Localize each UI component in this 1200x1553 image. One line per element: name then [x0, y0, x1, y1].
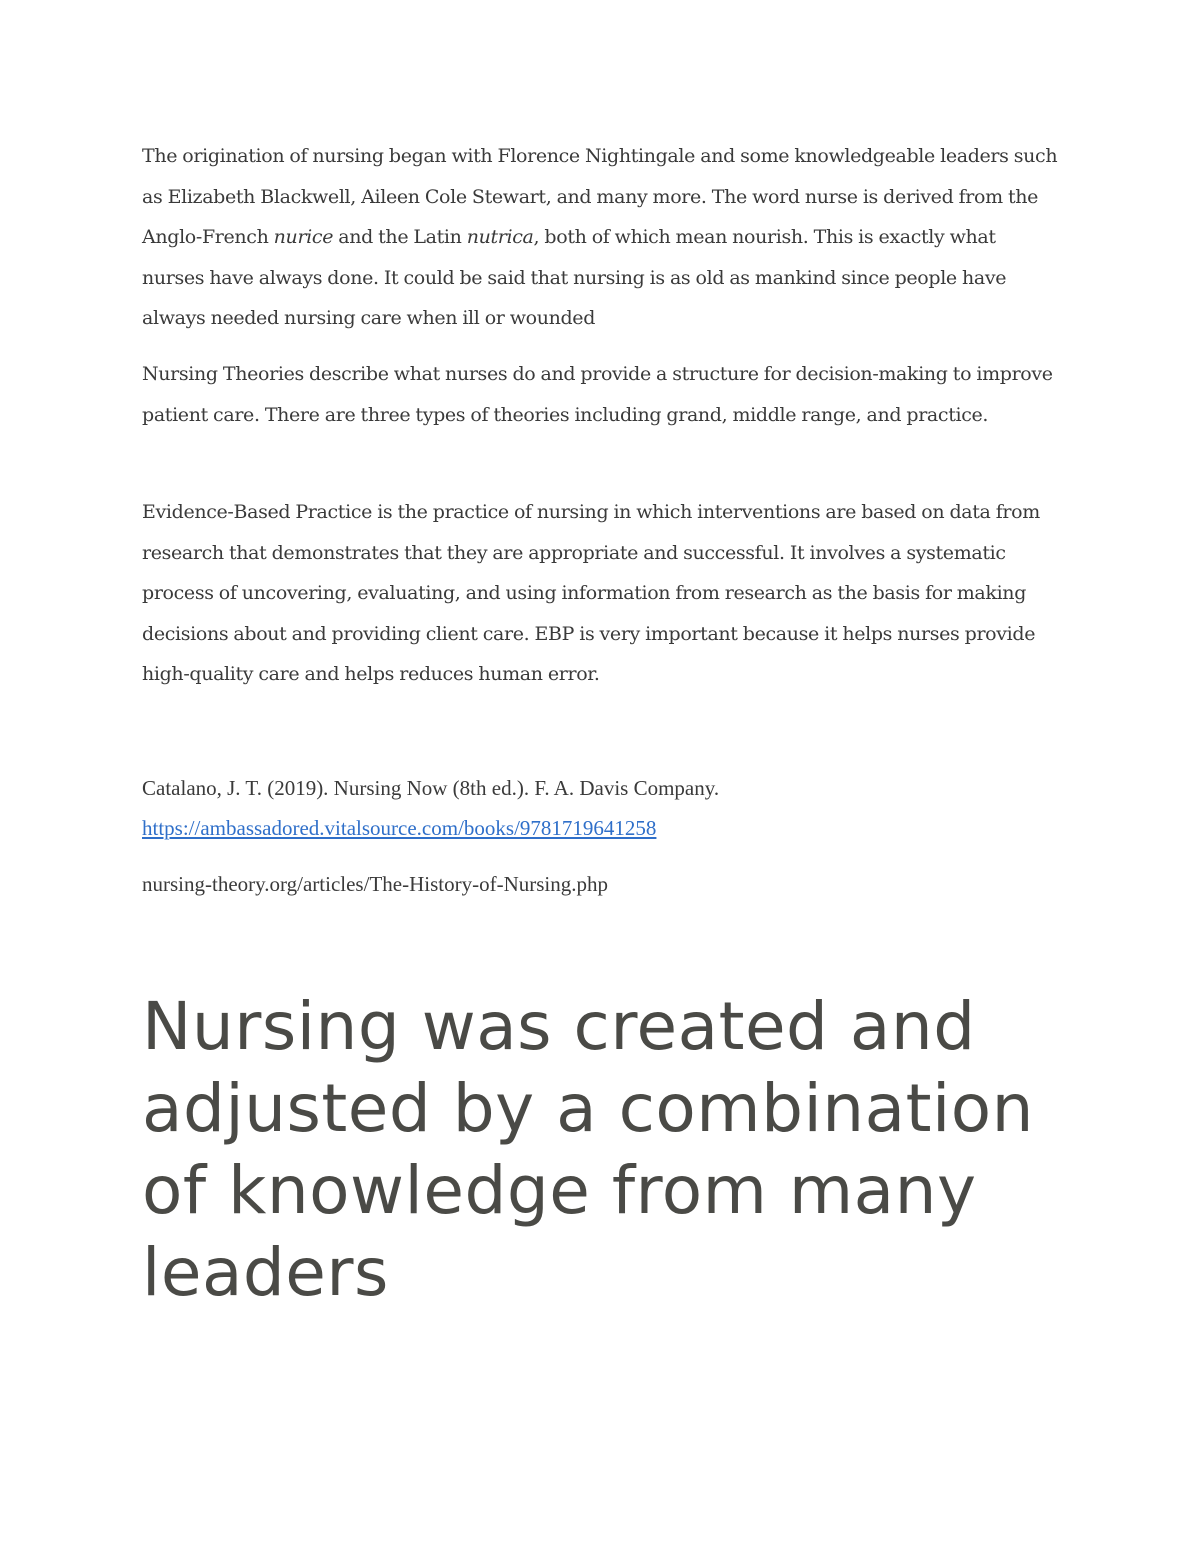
term-nutrica: nutrica — [466, 226, 534, 248]
reference-link-line — [142, 808, 1062, 848]
reference-source: nursing-theory.org/articles/The-History-of-Nursing.php — [142, 872, 608, 896]
paragraph-origination-text-2: and the Latin — [333, 226, 467, 248]
paragraph-origination-text-3: , both of which mean nourish. This is exactly what nurses have always done. It could be said that nursing is as old as mankind since people have always needed nursing care when ill or wounded — [142, 226, 1007, 329]
headline: Nursing was created and adjusted by a combination of knowledge from many leaders — [142, 988, 1034, 1311]
paragraph-origination-text-1: The origination of nursing began with Florence Nightingale and some knowledgeable leaders such as Elizabeth Blackwell, Aileen Cole Stewart, and many more. The word nurse is derived from the Anglo-French — [142, 145, 1058, 248]
paragraph-origination — [142, 136, 1062, 339]
reference-citation: Catalano, J. T. (2019). Nursing Now (8th ed.). F. A. Davis Company. — [142, 776, 720, 800]
paragraph-nursing-theories: Nursing Theories describe what nurses do and provide a structure for decision-making to improve patient care. There are three types of theories including grand, middle range, and practice. — [142, 363, 1053, 426]
reference-link[interactable]: https://ambassadored.vitalsource.com/books/9781719641258 — [142, 816, 657, 840]
paragraph-evidence-based-practice: Evidence-Based Practice is the practice of nursing in which interventions are based on data from research that demonstrates that they are appropriate and successful. It involves a systematic process of uncovering, evaluating, and using information from research as the basis for making decisions about and providing client care. EBP is very important because it helps nurses provide high-quality care and helps reduces human error. — [142, 501, 1040, 685]
term-nurice: nurice — [273, 226, 334, 248]
